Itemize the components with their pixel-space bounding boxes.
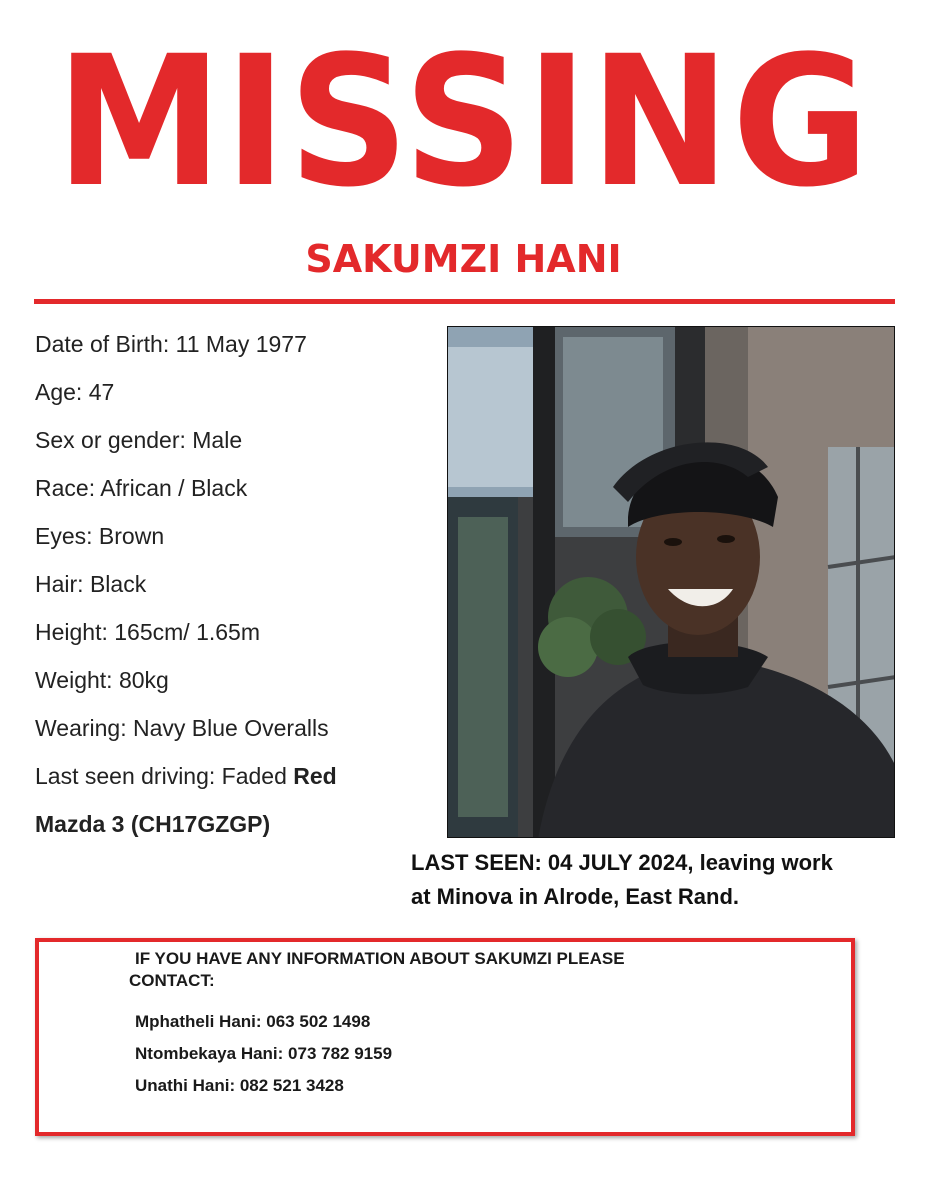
detail-race: Race: African / Black	[35, 475, 248, 501]
contact-heading	[129, 948, 769, 992]
person-photo	[447, 326, 895, 838]
detail-height: Height: 165cm/ 1.65m	[35, 619, 261, 645]
last-seen-line-2: at Minova in Alrode, East Rand.	[411, 884, 740, 909]
detail-eyes: Eyes: Brown	[35, 523, 165, 549]
contact-box	[35, 938, 855, 1136]
detail-sex: Sex or gender: Male	[35, 427, 243, 453]
detail-weight: Weight: 80kg	[35, 667, 169, 693]
vehicle-color: Red	[293, 763, 337, 789]
photo-illustration	[448, 327, 895, 838]
divider-rule	[34, 299, 895, 304]
missing-headline: MISSING	[55, 18, 872, 227]
contact-person: Ntombekaya Hani: 073 782 9159	[135, 1044, 393, 1063]
contact-person: Unathi Hani: 082 521 3428	[135, 1076, 344, 1095]
vehicle-prefix: Last seen driving: Faded	[35, 763, 294, 789]
last-seen-line-1: LAST SEEN: 04 JULY 2024, leaving work	[411, 850, 833, 875]
detail-age: Age: 47	[35, 379, 115, 405]
contact-heading-line-1: IF YOU HAVE ANY INFORMATION ABOUT SAKUMZI PLEASE	[135, 949, 625, 968]
contact-heading-line-2: CONTACT:	[129, 971, 215, 990]
detail-date-of-birth: Date of Birth: 11 May 1977	[35, 331, 307, 357]
contact-person: Mphatheli Hani: 063 502 1498	[135, 1012, 371, 1031]
last-seen-text	[411, 846, 911, 914]
contact-list	[135, 1006, 392, 1102]
vehicle-car: Mazda 3 (CH17GZGP)	[35, 811, 271, 837]
detail-hair: Hair: Black	[35, 571, 147, 597]
detail-last-seen-driving	[35, 752, 415, 800]
person-details	[35, 320, 415, 848]
detail-wearing: Wearing: Navy Blue Overalls	[35, 715, 329, 741]
missing-person-name: SAKUMZI HANI	[305, 237, 622, 281]
